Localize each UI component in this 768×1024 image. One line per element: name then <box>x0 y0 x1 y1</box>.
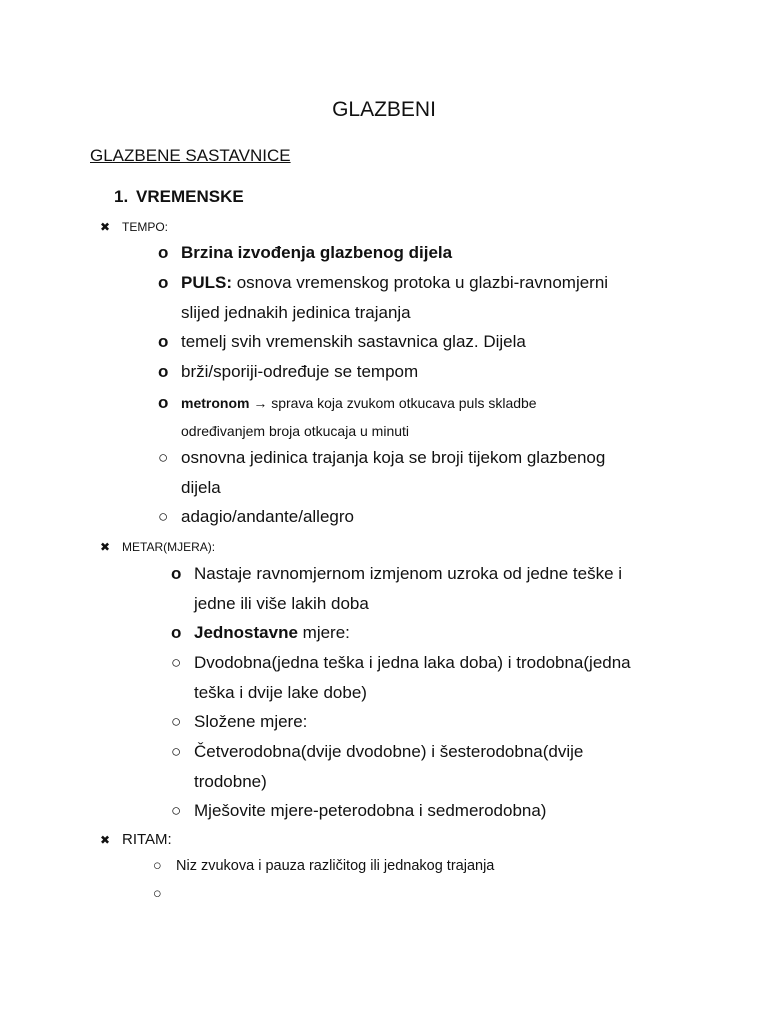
document-title: GLAZBENI <box>332 98 436 121</box>
heading-number: 1. <box>114 187 129 206</box>
circle-bullet-icon: o <box>158 243 169 262</box>
heading-vremenske <box>114 185 244 209</box>
item-text: Složene mjere: <box>194 712 308 731</box>
item-text: Niz zvukova i pauza različitog ili jednakog trajanja <box>176 858 495 874</box>
item-text: Brzina izvođenja glazbenog dijela <box>181 243 453 262</box>
circle-bullet-icon: o <box>171 564 182 583</box>
circle-bullet-icon: o <box>158 332 169 351</box>
section-label: TEMPO: <box>122 220 169 234</box>
document-subtitle: GLAZBENE SASTAVNICE <box>90 146 291 165</box>
circle-bullet-icon: ○ <box>158 448 169 467</box>
circle-bullet-icon: ○ <box>153 886 162 902</box>
cross-bullet-icon: ✖ <box>100 833 111 847</box>
list-item-continuation: trodobne) <box>194 772 267 791</box>
circle-bullet-icon: ○ <box>153 858 162 874</box>
heading-text: VREMENSKE <box>136 187 244 206</box>
list-item <box>158 238 718 268</box>
circle-bullet-icon: ○ <box>171 712 182 731</box>
cross-bullet-icon: ✖ <box>100 220 111 234</box>
list-item <box>158 327 718 357</box>
circle-bullet-icon: ○ <box>171 742 182 761</box>
circle-bullet-icon: o <box>158 273 169 292</box>
list-item <box>171 707 731 737</box>
list-item <box>153 855 713 877</box>
list-item <box>158 502 718 532</box>
item-bold-text: metronom <box>181 395 250 411</box>
item-text: mjere: <box>297 623 350 642</box>
section-label: METAR(MJERA): <box>122 540 216 554</box>
list-item <box>158 357 718 387</box>
item-text: Četverodobna(dvije dvodobne) i šesterodobna(dvije <box>194 742 584 761</box>
list-item-continuation: jedne ili više lakih doba <box>194 594 369 613</box>
list-item <box>158 389 718 417</box>
item-text: Mješovite mjere-peterodobna i sedmerodobna) <box>194 801 547 820</box>
item-text: Nastaje ravnomjernom izmjenom uzroka od jedne teške i <box>194 564 623 583</box>
section-metar <box>100 538 215 556</box>
item-text: osnovna jedinica trajanja koja se broji tijekom glazbenog <box>181 448 606 467</box>
list-item <box>171 618 731 648</box>
item-text: brži/sporiji-određuje se tempom <box>181 362 419 381</box>
list-item <box>153 883 713 905</box>
cross-bullet-icon: ✖ <box>100 540 111 554</box>
list-item <box>158 268 718 298</box>
circle-bullet-icon: o <box>158 362 169 381</box>
item-bold-text: Jednostavne <box>194 623 298 642</box>
item-text: osnova vremenskog protoka u glazbi-ravnomjerni <box>232 273 609 292</box>
list-item <box>158 443 718 473</box>
list-item <box>171 648 731 678</box>
list-item-continuation: dijela <box>181 478 221 497</box>
list-item <box>171 796 731 826</box>
item-text: Dvodobna(jedna teška i jedna laka doba) i trodobna(jedna <box>194 653 631 672</box>
circle-bullet-icon: o <box>158 393 169 412</box>
item-text: adagio/andante/allegro <box>181 507 354 526</box>
list-item-continuation: određivanjem broja otkucaja u minuti <box>181 423 410 439</box>
section-tempo <box>100 218 168 236</box>
circle-bullet-icon: ○ <box>171 653 182 672</box>
circle-bullet-icon: ○ <box>171 801 182 820</box>
list-item <box>171 737 731 767</box>
circle-bullet-icon: ○ <box>158 507 169 526</box>
list-item-continuation: teška i dvije lake dobe) <box>194 683 367 702</box>
item-text: temelj svih vremenskih sastavnica glaz. Dijela <box>181 332 526 351</box>
section-ritam <box>100 831 172 849</box>
item-text: → sprava koja zvukom otkucava puls skladbe <box>249 395 537 411</box>
list-item <box>171 559 731 589</box>
list-item-continuation: slijed jednakih jedinica trajanja <box>181 303 411 322</box>
section-label: RITAM: <box>122 831 172 848</box>
circle-bullet-icon: o <box>171 623 182 642</box>
item-bold-text: PULS: <box>181 273 232 292</box>
